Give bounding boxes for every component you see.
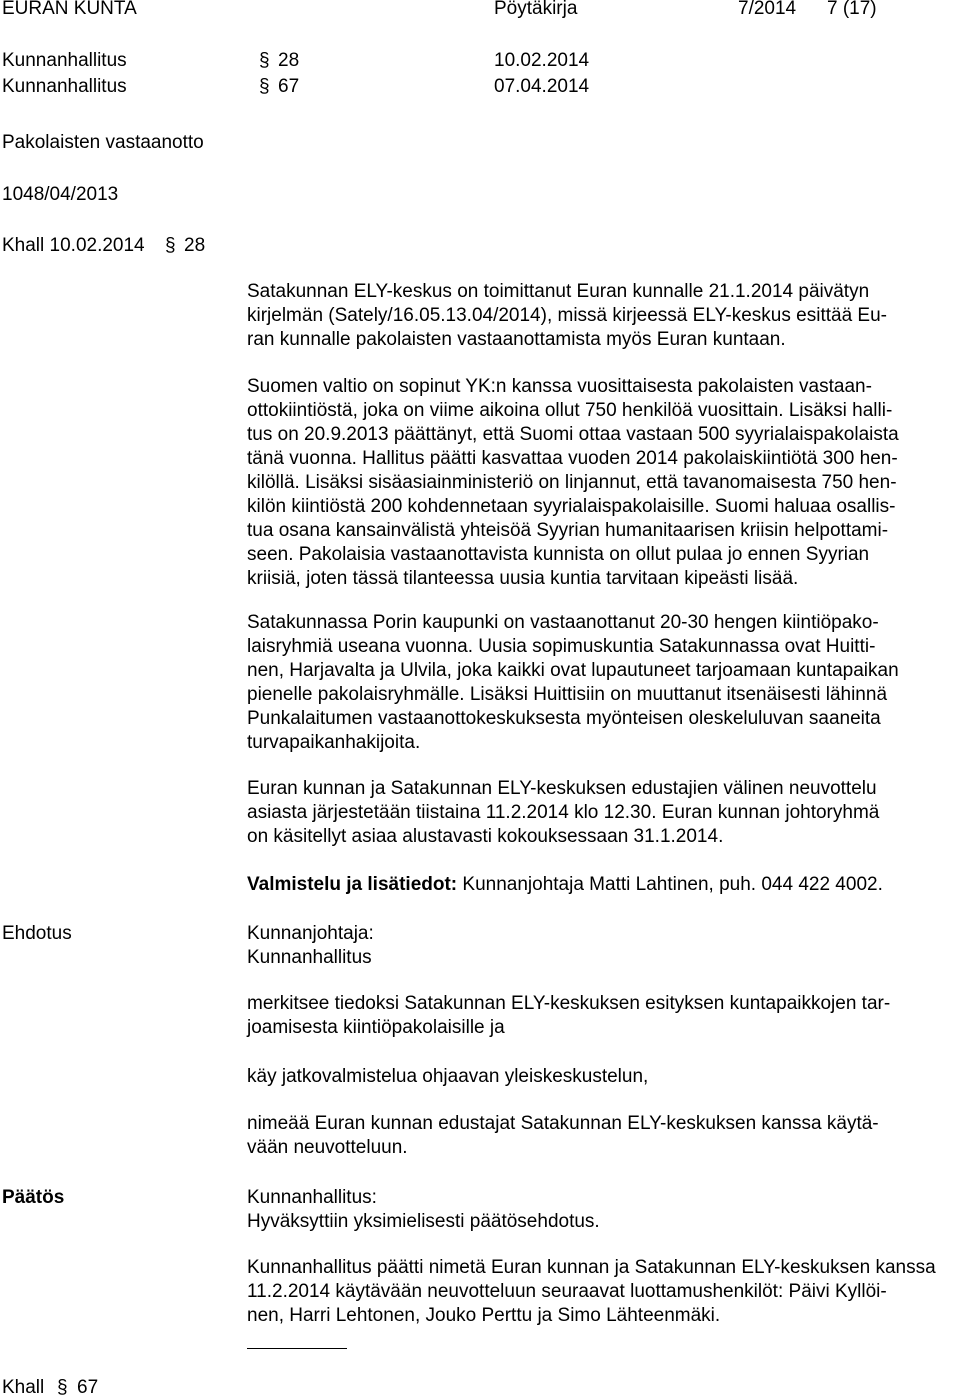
proposer: Kunnanjohtaja: [247,923,374,944]
paragraph-line: tua osana kansainvälistä yhteisöä Syyrian humanitaarisen kriisin helpottami- [247,520,889,541]
paragraph-4 [247,777,957,849]
paragraph-line: kilön kiintiöstä 200 kohdennetaan syyrialaispakolaisille. Suomi haluaa osallis- [247,496,896,517]
paragraph-1 [247,280,957,352]
paragraph-line: on käsitellyt asiaa alustavasti kokouksessaan 31.1.2014. [247,826,724,847]
proposal-line: käy jatkovalmistelua ohjaavan yleiskeskustelun, [247,1066,649,1087]
proposal-item-3 [247,1112,957,1160]
paragraph-2 [247,375,957,591]
meeting-body-2: Kunnanhallitus [2,76,127,97]
prep-info-label: Valmistelu ja lisätiedot: [247,874,458,895]
prep-ref-section-sign: § [165,235,176,256]
next-ref-section: 67 [77,1377,99,1398]
meeting-date-1: 10.02.2014 [494,50,590,71]
document-number: 7/2014 [738,0,797,19]
paragraph-line: kriisiä, joten tässä tilanteessa uusia kuntia tarvitaan kipeästi lisää. [247,568,799,589]
proposal-line: merkitsee tiedoksi Satakunnan ELY-keskuksen esityksen kuntapaikkojen tar- [247,993,891,1014]
meeting-date-2: 07.04.2014 [494,76,590,97]
paragraph-line: seen. Pakolaisia vastaanottavista kunnista on ollut pulaa jo ennen Syyrian [247,544,870,565]
section-sign-2: § [259,76,270,97]
decision-heading: Päätös [2,1187,65,1208]
proposal-heading: Ehdotus [2,923,72,944]
paragraph-line: tänä vuonna. Hallitus päätti kasvattaa vuoden 2014 pakolaiskiintiötä 300 hen- [247,448,898,469]
decision-line: Hyväksyttiin yksimielisesti päätösehdotus. [247,1211,600,1232]
paragraph-line: asiasta järjestetään tiistaina 11.2.2014 klo 12.30. Euran kunnan johtoryhmä [247,802,880,823]
decision-text [247,1256,957,1328]
paragraph-line: Euran kunnan ja Satakunnan ELY-keskuksen edustajien välinen neuvottelu [247,778,877,799]
prep-ref-label: Khall 10.02.2014 [2,235,145,256]
decision-body-label: Kunnanhallitus: [247,1187,377,1208]
page-title: Pakolaisten vastaanotto [2,132,204,153]
prep-ref-section: 28 [184,235,206,256]
decision-header [247,1186,957,1234]
case-number: 1048/04/2013 [2,184,119,205]
paragraph-line: ottokiintiöstä, joka on viime aikoina ollut 750 henkilöä vuosittain. Lisäksi halli- [247,400,893,421]
paragraph-line: Punkalaitumen vastaanottokeskuksesta myönteisen oleskeluluvan saaneita [247,708,881,729]
decision-text-line: nen, Harri Lehtonen, Jouko Perttu ja Simo Lähteenmäki. [247,1305,721,1326]
prep-info [247,873,957,897]
paragraph-line: kilöllä. Lisäksi sisäasiainministeriö on linjannut, että tavanomaisesta 750 hen- [247,472,897,493]
decision-text-line: 11.2.2014 käytävään neuvotteluun seuraavat luottamushenkilöt: Päivi Kyllöi- [247,1281,887,1302]
paragraph-line: Satakunnassa Porin kaupunki on vastaanottanut 20-30 hengen kiintiöpako- [247,612,879,633]
paragraph-line: Satakunnan ELY-keskus on toimittanut Euran kunnalle 21.1.2014 päivätyn [247,281,870,302]
paragraph-line: Suomen valtio on sopinut YK:n kanssa vuosittaisesta pakolaisten vastaan- [247,376,872,397]
prep-info-value: Kunnanjohtaja Matti Lahtinen, puh. 044 422 4002. [457,874,883,895]
proposal-item-1 [247,992,957,1040]
paragraph-3 [247,611,957,755]
municipality-name: EURAN KUNTA [2,0,137,19]
proposal-item-2 [247,1065,957,1089]
divider [247,1348,347,1349]
next-ref-section-sign: § [57,1377,68,1398]
paragraph-line: ran kunnalle pakolaisten vastaanottamista myös Euran kuntaan. [247,329,786,350]
decision-text-line: Kunnanhallitus päätti nimetä Euran kunnan ja Satakunnan ELY-keskuksen kanssa [247,1257,936,1278]
paragraph-line: laisryhmiä useana vuonna. Uusia sopimuskuntia Satakunnassa ovat Huitti- [247,636,876,657]
next-ref-label: Khall [2,1377,45,1398]
paragraph-line: nen, Harjavalta ja Ulvila, joka kaikki ovat lupautuneet tarjoamaan kuntapaikan [247,660,899,681]
meeting-body-1: Kunnanhallitus [2,50,127,71]
page-number: 7 (17) [827,0,877,19]
proposal-body: Kunnanhallitus [247,947,372,968]
paragraph-line: turvapaikanhakijoita. [247,732,421,753]
proposal-header [247,922,957,970]
proposal-line: vään neuvotteluun. [247,1137,408,1158]
paragraph-line: pienelle pakolaisryhmälle. Lisäksi Huittisiin on muuttanut itsenäisesti lähinnä [247,684,888,705]
section-sign-1: § [259,50,270,71]
paragraph-line: tus on 20.9.2013 päättänyt, että Suomi ottaa vastaan 500 syyrialaispakolaista [247,424,899,445]
document-type: Pöytäkirja [494,0,578,19]
meeting-section-1: 28 [278,50,300,71]
paragraph-line: kirjelmän (Sately/16.05.13.04/2014), missä kirjeessä ELY-keskus esittää Eu- [247,305,887,326]
proposal-line: joamisesta kiintiöpakolaisille ja [247,1017,505,1038]
meeting-section-2: 67 [278,76,300,97]
proposal-line: nimeää Euran kunnan edustajat Satakunnan ELY-keskuksen kanssa käytä- [247,1113,879,1134]
